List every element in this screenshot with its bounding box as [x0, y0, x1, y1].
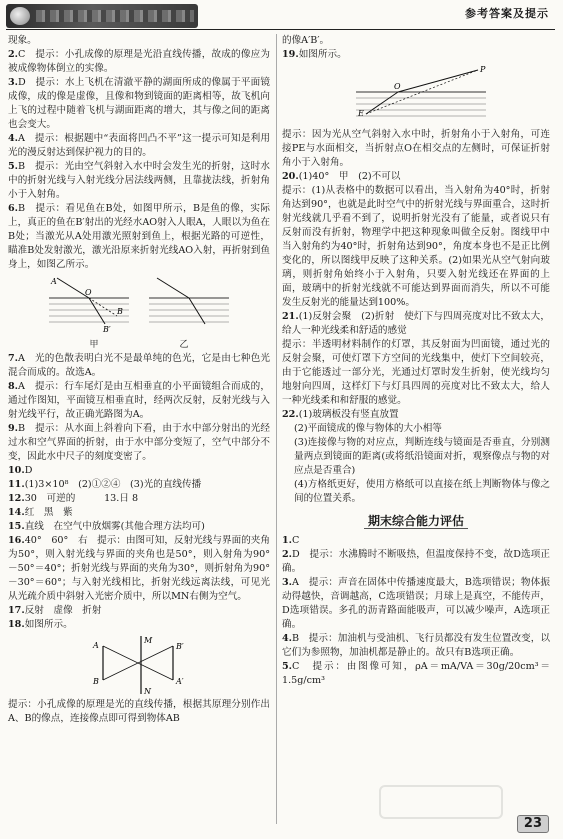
header-rule	[6, 29, 555, 30]
fig19-label-o: O	[394, 82, 401, 91]
answer-item: 17.反射 虚像 折射	[8, 605, 102, 616]
fig6-label-b: B	[117, 307, 123, 316]
answer-item: 5.C 提示：由图像可知，ρA＝mA/VA＝30g/20cm³＝1.5g/cm³	[282, 661, 550, 686]
page-number: 23	[517, 815, 549, 833]
answer-item: 14.红 黑 紫	[8, 507, 73, 518]
figure-6-fish-diagram	[39, 274, 239, 336]
figure-6-captions	[49, 338, 229, 352]
fig18-label-b-prime: B′	[176, 642, 184, 651]
answer-item: 提示：(1)从表格中的数据可以看出，当入射角为40°时，折射角达到90°，也就是此时空气中的折射光线与界面重合，这时折射光线就几乎看不到了，说明折射光没有了能量，或者说只有反射而没有折射，物理学中把这种现象叫做全反射。图线甲中当入射角约为40°时，折射角达到90°，角度本身也不是正比例变化的，所以图线甲反映了这种关系。(2)如果光从空气射向玻璃，则折射角始终小于入射角，只要入射光线还在界面的上面，玻璃中的折射光线就不可能达到界面而消失，所以不可能发生反射光的能量达到100%。	[282, 185, 550, 308]
answer-item: 15.直线 在空气中放烟雾(其他合理方法均可)	[8, 521, 205, 532]
answer-item: 9.B 提示：从水面上斜着向下看，由于水中部分射出的光经过水和空气界面的折射，由于水中部分变短了，空气中部分不变，因此水中尺子的刻度变密了。	[8, 423, 270, 462]
fig6-label-a: A	[51, 277, 57, 286]
fig18-label-m: M	[144, 636, 153, 645]
answer-item: (3)连接像与物的对应点，判断连线与镜面是否垂直，分别测量两点到镜面的距离(或将纸沿镜面对折，观察像点与物的对应点是否重合)	[294, 437, 550, 476]
globe-icon	[10, 7, 30, 25]
fig6-label-b-prime: B′	[103, 325, 111, 334]
answer-item: 11.(1)3×10⁸ (2)①②④ (3)光的直线传播	[8, 479, 202, 490]
answer-item: 3.D 提示：水上飞机在清澈平静的湖面所成的像属于平面镜成像，成的像是虚像，且像和物到镜面的距离相等，故飞机向上飞的过程中随着飞机与湖面距离的增大，其与像之间的距离也会变大。	[8, 77, 270, 130]
fig19-label-e: E	[358, 109, 364, 118]
answer-item: 4.A 提示：根据题中“表面将凹凸不平”这一提示可知是利用光的漫反射达到保护视力的目的。	[8, 133, 270, 158]
answer-item: 提示：因为光从空气斜射入水中时，折射角小于入射角，可连接PE与水面相交，当折射点O在相交点的左侧时，可保证折射角小于入射角。	[282, 129, 550, 168]
answer-item: 6.B 提示：看见鱼在B处，如图甲所示，B是鱼的像，实际上，真正的鱼在B′射出的光经水AO射入人眼A，人眼以为鱼在B处；当激光从A处用激光照射到鱼上，根据光路的可逆性，瞄准B处发射激光，激光沿原来折射光线AO入射，再折射到鱼身上，如图乙所示。	[8, 203, 270, 270]
left-column	[8, 34, 270, 726]
fig18-label-a: A	[93, 641, 99, 650]
fig18-label-a-prime: A′	[176, 677, 184, 686]
watermark-stamp	[379, 785, 503, 819]
header-banner	[6, 4, 198, 28]
caption-yi: 乙	[179, 340, 189, 350]
answer-item: 10.D	[8, 465, 33, 476]
answer-item: 12.30 可逆的 13.日 8	[8, 493, 139, 504]
fig6-diagram-yi	[149, 278, 229, 324]
fig6-diagram-jia	[49, 277, 129, 334]
answer-item: 的像A′B′。	[282, 35, 330, 46]
answer-item: 20.(1)40° 甲 (2)不可以	[282, 171, 401, 182]
answer-item: (4)方格纸更好，使用方格纸可以直接在纸上判断物体与像之间的位置关系。	[294, 479, 550, 504]
fig18-label-b: B	[93, 677, 99, 686]
answer-item: 2.D 提示：水沸腾时不断吸热，但温度保持不变，故D选项正确。	[282, 549, 550, 574]
right-column	[282, 34, 550, 688]
fig6-label-o: O	[85, 288, 92, 297]
answer-item: 7.A 光的色散表明白光不是最单纯的色光，它是由七种色光混合而成的。故选A。	[8, 353, 270, 378]
answer-item: 8.A 提示：行车尾灯是由互相垂直的小平面镜组合而成的，通过作图知，平面镜互相垂直时，经两次反射，反射光线与入射光线平行，故正确光路图为A。	[8, 381, 270, 420]
figure-19-refraction-diagram	[336, 64, 496, 126]
answer-item: 现象。	[8, 35, 37, 46]
fig19-label-p: P	[480, 65, 486, 74]
answer-item: 1.C	[282, 535, 300, 546]
header-title: 参考答案及提示	[465, 7, 549, 20]
banner-decoration	[36, 10, 194, 22]
answer-item: (2)平面镜成的像与物体的大小相等	[294, 423, 442, 434]
section-title: 期末综合能力评估	[282, 514, 550, 528]
caption-jia: 甲	[89, 340, 99, 350]
answer-item: 19.如图所示。	[282, 49, 347, 60]
answer-item: 18.如图所示。	[8, 619, 73, 630]
answer-item: 16.40° 60° 右 提示：由图可知，反射光线与界面的夹角为50°，则入射光线与界面的夹角也是50°，则入射角为90°－50°＝40°；折射光线与界面的夹角为30°，则折射角为90°－30°＝60°；与入射光线相比，折射光线远离法线，可见光从光疏介质中斜射入光密介质中，所以MN右侧为空气。	[8, 535, 270, 602]
column-divider	[276, 34, 277, 824]
answer-item: 2.C 提示：小孔成像的原理是光沿直线传播，故成的像应为被成像物体倒立的实像。	[8, 49, 270, 74]
answer-item: 5.B 提示：光由空气斜射入水中时会发生光的折射，这时水中的折射光线与入射光线分居法线两侧，且靠拢法线，折射角小于入射角。	[8, 161, 270, 200]
page-header	[0, 0, 563, 30]
figure-18-pinhole-diagram	[69, 634, 209, 696]
answer-item: 提示：半透明材料制作的灯罩，其反射面为凹面镜，通过光的反射会聚，可使灯罩下方空间的光线集中，使灯下空间较亮，由于它能透过一部分光，光通过灯罩时发生折射，使光线均匀地射向四周，这样灯下与灯具四周的亮度对比不致太大，给人一种光线柔和和舒服的感觉。	[282, 339, 550, 406]
fig18-label-n: N	[144, 687, 151, 696]
answer-item: 4.B 提示：加油机与受油机、飞行员都没有发生位置改变，以它们为参照物，加油机都是静止的。故只有B选项正确。	[282, 633, 550, 658]
answer-item: 22.(1)玻璃板没有竖直放置	[282, 409, 399, 420]
answer-item: 3.A 提示：声音在固体中传播速度最大，B选项错误；物体振动得越快，音调越高，C选项错误；月球上是真空，不能传声，D选项错误。多孔的沥青路面能吸声，可以减少噪声，A选项正确。	[282, 577, 550, 630]
answer-item: 提示：小孔成像的原理是光的直线传播，根据其原理分别作出A、B的像点，连接像点即可得到物体AB	[8, 699, 270, 724]
answer-item: 21.(1)反射会聚 (2)折射 使灯下与四周亮度对比不致太大，给人一种光线柔和舒适的感觉	[282, 311, 550, 336]
